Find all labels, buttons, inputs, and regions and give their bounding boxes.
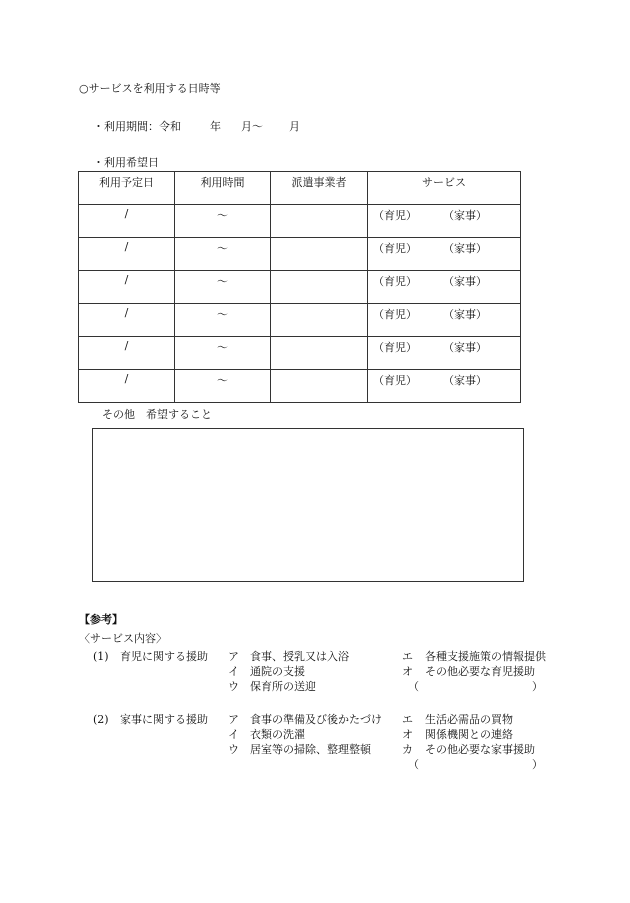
item-text: 生活必需品の買物 <box>425 713 513 726</box>
period-year-unit: 年 <box>210 120 221 133</box>
paren-open: （ <box>408 758 419 771</box>
service-housework: （家事） <box>443 275 487 288</box>
header-date: 利用予定日 <box>79 172 175 205</box>
item-key: イ <box>228 728 239 741</box>
table-row <box>79 304 521 337</box>
paren-close: ） <box>532 680 543 693</box>
item-key: エ <box>402 713 413 726</box>
item-key: イ <box>228 665 239 678</box>
section-heading: ○サービスを利用する日時等 <box>79 82 221 95</box>
section-number: (1) <box>93 650 109 663</box>
item-key: オ <box>402 728 413 741</box>
schedule-table <box>78 171 521 403</box>
table-row <box>79 370 521 403</box>
header-provider: 派遣事業者 <box>271 172 368 205</box>
reference-subtitle: 〈サービス内容〉 <box>79 632 167 645</box>
section-name: 家事に関する援助 <box>120 713 208 726</box>
service-housework: （家事） <box>443 374 487 387</box>
provider-cell[interactable] <box>271 205 368 238</box>
paren-open: （ <box>408 680 419 693</box>
date-cell[interactable]: / <box>79 238 175 271</box>
date-cell[interactable]: / <box>79 205 175 238</box>
item-text: その他必要な家事援助 <box>425 743 535 756</box>
time-cell[interactable]: 〜 <box>175 205 271 238</box>
other-requests-box[interactable] <box>92 428 524 582</box>
date-cell[interactable]: / <box>79 271 175 304</box>
period-label: ・利用期間：令和 <box>93 120 181 133</box>
time-cell[interactable]: 〜 <box>175 337 271 370</box>
section-number: (2) <box>93 713 109 726</box>
item-key: エ <box>402 650 413 663</box>
service-childcare: （育児） <box>373 275 417 288</box>
service-housework: （家事） <box>443 341 487 354</box>
service-cell[interactable] <box>368 370 521 403</box>
item-key: ア <box>228 713 239 726</box>
service-cell[interactable] <box>368 304 521 337</box>
item-text: 各種支援施策の情報提供 <box>425 650 546 663</box>
item-key: ア <box>228 650 239 663</box>
date-cell[interactable]: / <box>79 370 175 403</box>
service-cell[interactable] <box>368 205 521 238</box>
time-cell[interactable]: 〜 <box>175 370 271 403</box>
provider-cell[interactable] <box>271 238 368 271</box>
item-text: 関係機関との連絡 <box>425 728 513 741</box>
table-header-row <box>79 172 521 205</box>
other-requests-label: その他 希望すること <box>102 408 212 421</box>
provider-cell[interactable] <box>271 337 368 370</box>
service-cell[interactable] <box>368 238 521 271</box>
service-housework: （家事） <box>443 308 487 321</box>
table-row <box>79 271 521 304</box>
date-cell[interactable]: / <box>79 337 175 370</box>
item-text: 通院の支援 <box>250 665 305 678</box>
period-month-to: 月 <box>289 120 300 133</box>
period-month-from: 月〜 <box>241 120 263 133</box>
provider-cell[interactable] <box>271 370 368 403</box>
time-cell[interactable]: 〜 <box>175 238 271 271</box>
item-key: オ <box>402 665 413 678</box>
item-key: ウ <box>228 680 239 693</box>
item-text: 保育所の送迎 <box>250 680 316 693</box>
item-text: 居室等の掃除、整理整頓 <box>250 743 371 756</box>
reference-title: 【参考】 <box>79 613 123 626</box>
service-childcare: （育児） <box>373 209 417 222</box>
item-text: 衣類の洗濯 <box>250 728 305 741</box>
desired-dates-label: ・利用希望日 <box>93 156 159 169</box>
item-text: 食事の準備及び後かたづけ <box>250 713 382 726</box>
table-row <box>79 337 521 370</box>
service-childcare: （育児） <box>373 341 417 354</box>
table-row <box>79 205 521 238</box>
service-cell[interactable] <box>368 271 521 304</box>
item-key: カ <box>402 743 413 756</box>
table-row <box>79 238 521 271</box>
date-cell[interactable]: / <box>79 304 175 337</box>
item-text: 食事、授乳又は入浴 <box>250 650 349 663</box>
provider-cell[interactable] <box>271 304 368 337</box>
section-name: 育児に関する援助 <box>120 650 208 663</box>
provider-cell[interactable] <box>271 271 368 304</box>
service-cell[interactable] <box>368 337 521 370</box>
service-childcare: （育児） <box>373 374 417 387</box>
item-text: その他必要な育児援助 <box>425 665 535 678</box>
time-cell[interactable]: 〜 <box>175 304 271 337</box>
service-childcare: （育児） <box>373 308 417 321</box>
header-time: 利用時間 <box>175 172 271 205</box>
paren-close: ） <box>532 758 543 771</box>
service-housework: （家事） <box>443 209 487 222</box>
item-key: ウ <box>228 743 239 756</box>
service-housework: （家事） <box>443 242 487 255</box>
service-childcare: （育児） <box>373 242 417 255</box>
header-service: サービス <box>368 172 521 205</box>
time-cell[interactable]: 〜 <box>175 271 271 304</box>
